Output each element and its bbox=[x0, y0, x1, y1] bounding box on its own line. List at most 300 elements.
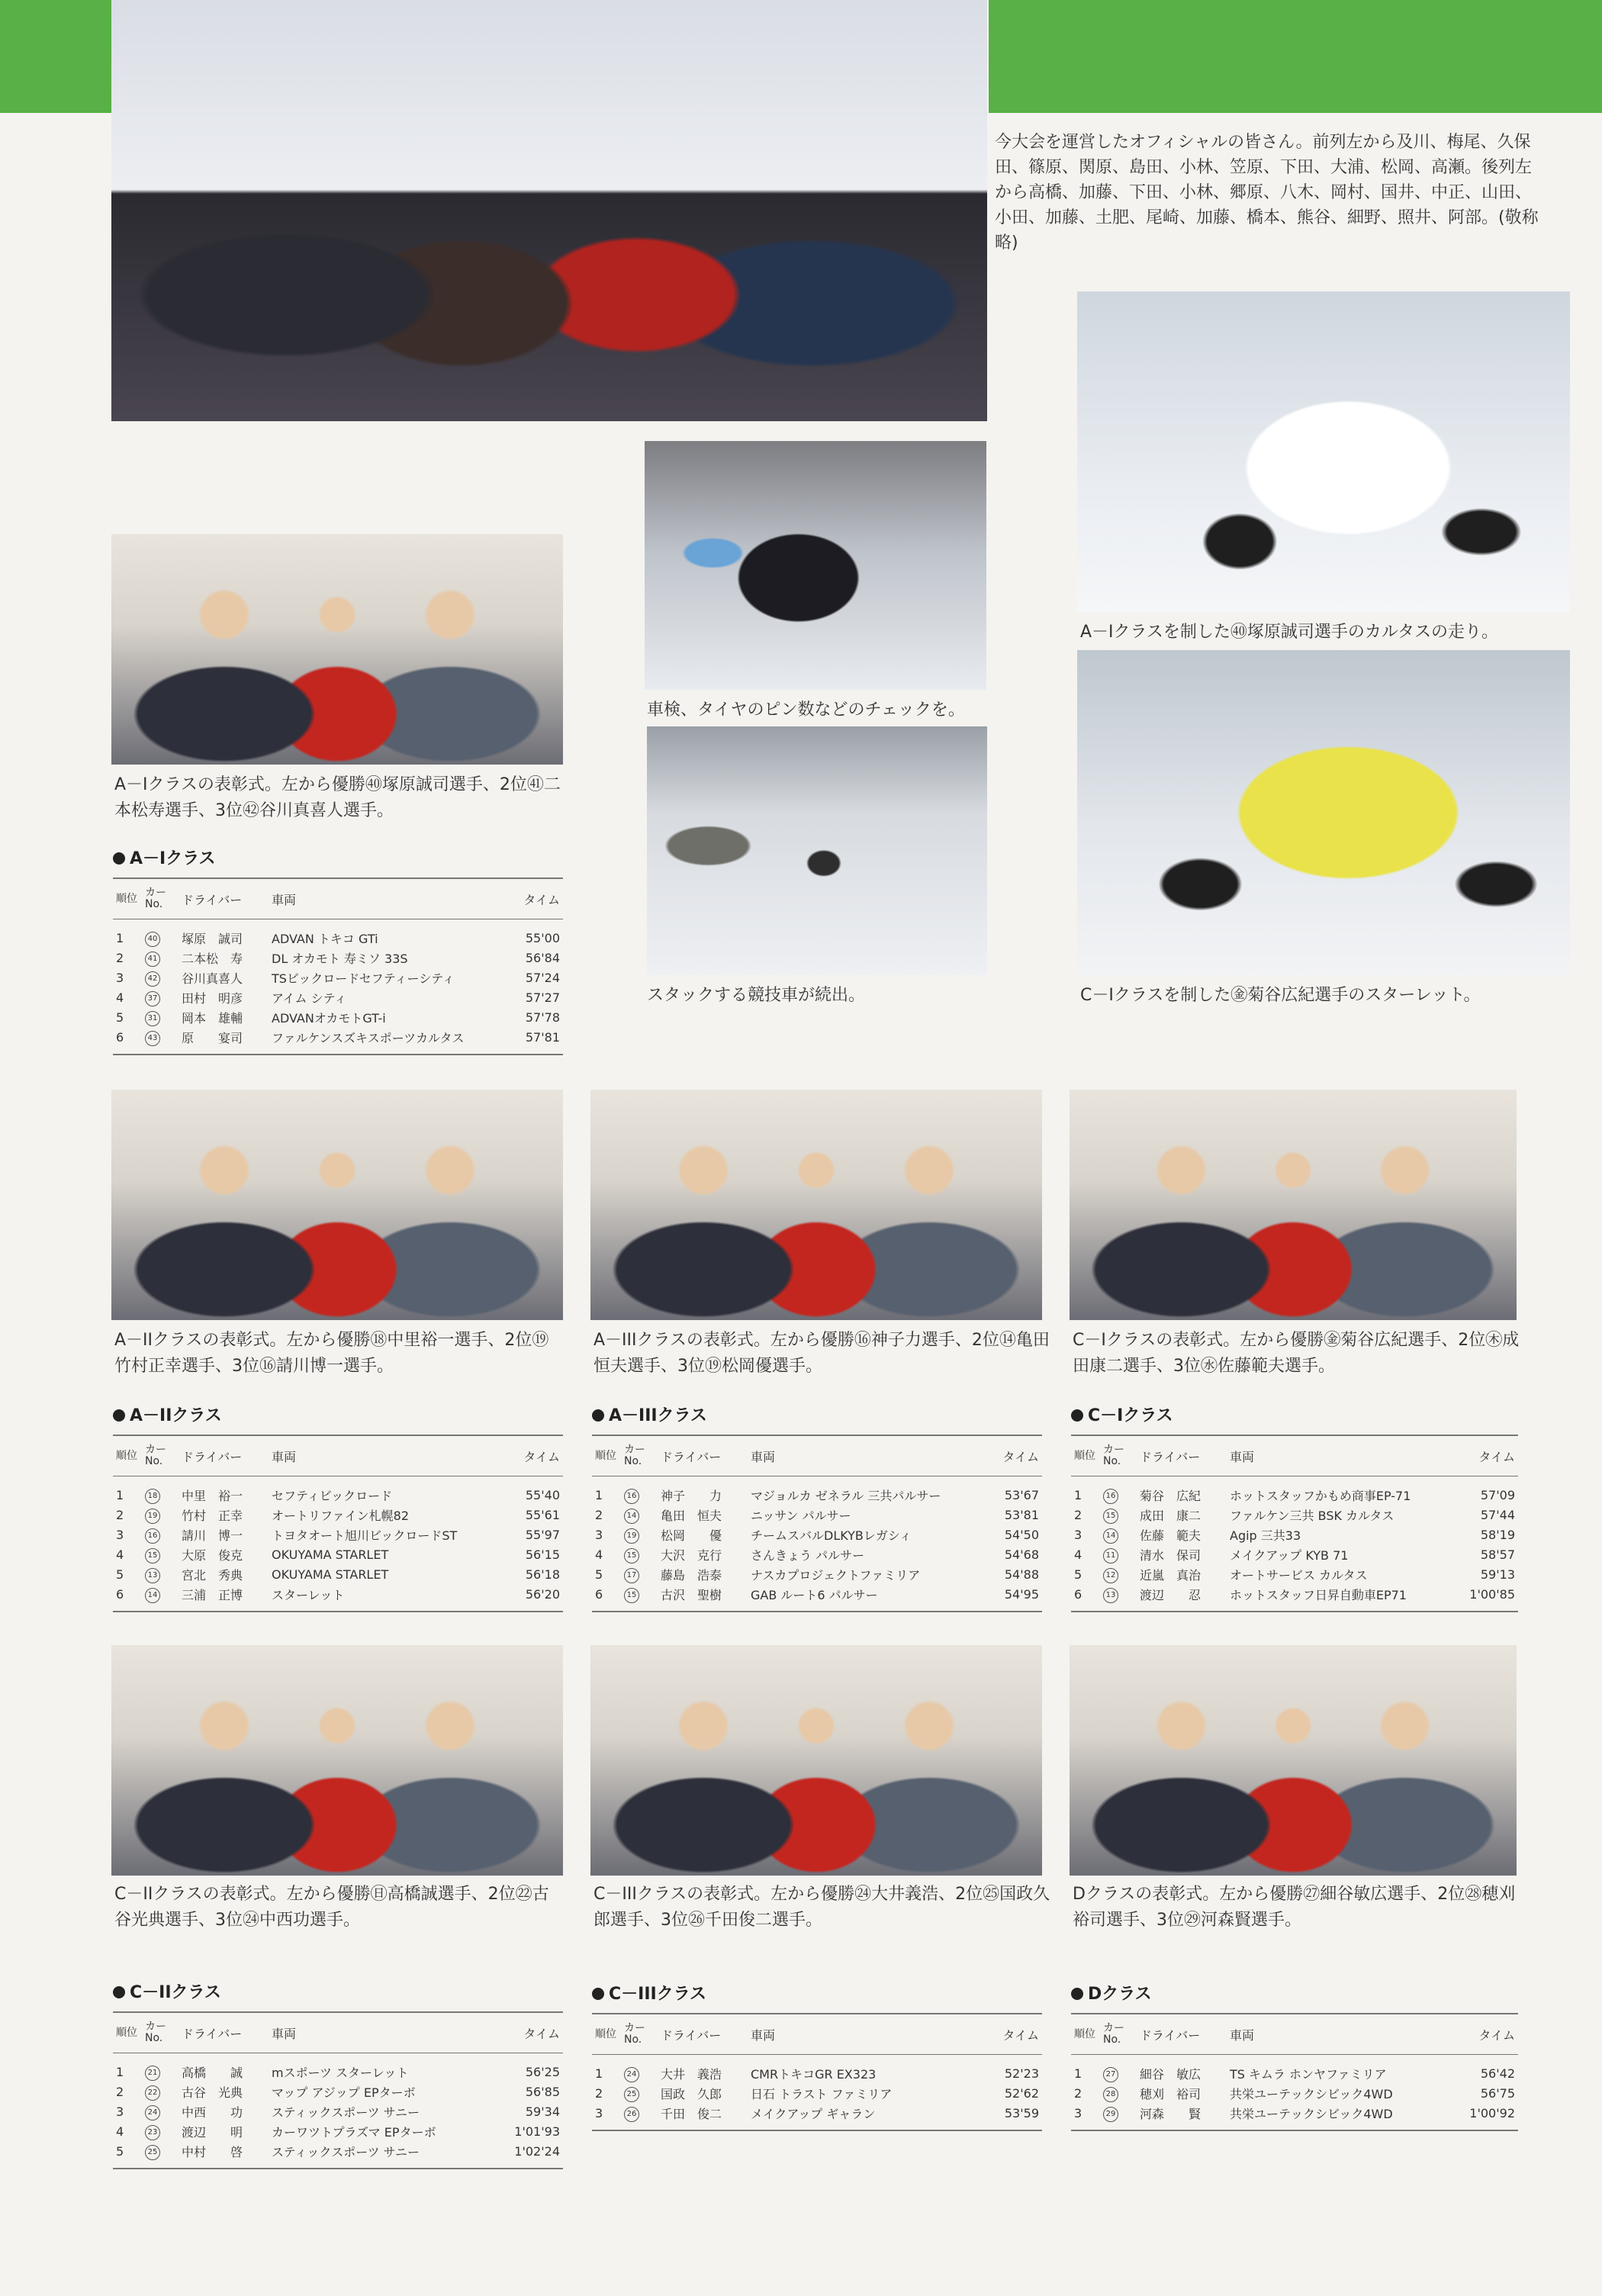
car-cell: オートリファイン札幌82 bbox=[272, 1508, 410, 1523]
bullet-icon bbox=[592, 1988, 604, 2000]
carno-cell: 19 bbox=[145, 1509, 160, 1524]
driver-cell: 谷川真喜人 bbox=[182, 971, 243, 986]
rank-cell: 2 bbox=[595, 2085, 603, 2101]
time-cell: 55'97 bbox=[525, 1527, 560, 1542]
driver-cell: 菊谷 広紀 bbox=[1140, 1488, 1202, 1503]
c1-results-table bbox=[1071, 1435, 1518, 1612]
rank-header: 順位 bbox=[113, 2012, 142, 2053]
car-cell: スティックスポーツ サニー bbox=[269, 2141, 503, 2169]
carno-column bbox=[621, 1584, 658, 1612]
carno-column bbox=[1100, 1476, 1137, 1505]
a3-class-title: A－IIIクラス bbox=[592, 1402, 707, 1426]
carno-column bbox=[142, 1584, 179, 1612]
bullet-icon bbox=[1071, 1409, 1083, 1422]
a2-ceremony-caption: A－IIクラスの表彰式。左から優勝⑱中里裕一選手、2位⑲竹村正幸選手、3位⑯請川博一選手。 bbox=[114, 1331, 549, 1376]
table-row bbox=[1071, 2083, 1518, 2103]
time-cell: 55'40 bbox=[525, 1487, 560, 1502]
time-cell: 54'68 bbox=[1004, 1547, 1039, 1562]
time-cell: 52'62 bbox=[1004, 2085, 1039, 2101]
a1-class-title: A－Iクラス bbox=[113, 845, 216, 869]
driver-cell: 二本松 寿 bbox=[182, 951, 243, 966]
carno-cell: 19 bbox=[624, 1528, 639, 1544]
time-cell: 52'23 bbox=[1004, 2066, 1039, 2081]
carno-cell: 25 bbox=[145, 2145, 160, 2160]
time-cell: 1'01'93 bbox=[514, 2124, 560, 2139]
carno-column bbox=[621, 1476, 658, 1505]
officials-photo bbox=[111, 0, 987, 421]
stuck-photo bbox=[647, 726, 987, 975]
carno-column bbox=[621, 2083, 658, 2103]
time-header: タイム bbox=[1459, 1435, 1518, 1476]
car-header: 車両 bbox=[1227, 1435, 1459, 1476]
driver-cell: 大沢 克行 bbox=[661, 1547, 722, 1563]
car-cell: ホットスタッフかもめ商事EP-71 bbox=[1230, 1488, 1411, 1503]
table-row bbox=[1071, 2103, 1518, 2130]
rank-cell: 2 bbox=[1074, 2085, 1082, 2101]
d-ceremony-caption: Dクラスの表彰式。左から優勝㉗細谷敏広選手、2位㉘穂刈裕司選手、3位㉙河森賢選手。 bbox=[1073, 1885, 1516, 1930]
driver-cell: 藤島 浩泰 bbox=[661, 1567, 722, 1583]
c3-ceremony-photo bbox=[590, 1645, 1042, 1876]
table-row bbox=[592, 2103, 1042, 2130]
carno-cell: 40 bbox=[145, 932, 160, 947]
rank-cell: 5 bbox=[116, 1010, 124, 1025]
time-cell: 58'57 bbox=[1480, 1547, 1515, 1562]
driver-cell: 中西 功 bbox=[182, 2104, 243, 2120]
time-cell: 1'00'92 bbox=[1459, 2103, 1518, 2130]
driver-cell: 松岡 優 bbox=[661, 1528, 722, 1543]
table-row bbox=[592, 1505, 1042, 1525]
rank-cell: 6 bbox=[113, 1584, 142, 1612]
time-cell: 55'00 bbox=[525, 930, 560, 945]
table-row bbox=[1071, 1525, 1518, 1544]
time-cell: 53'81 bbox=[1004, 1507, 1039, 1522]
driver-cell: 渡辺 明 bbox=[182, 2124, 243, 2140]
carno-cell: 16 bbox=[1103, 1489, 1118, 1504]
time-cell: 57'27 bbox=[525, 990, 560, 1005]
car-cell: スターレット bbox=[269, 1584, 503, 1612]
a1-results-table bbox=[113, 878, 563, 1055]
carno-column bbox=[1100, 2103, 1137, 2130]
carno-column bbox=[1100, 1564, 1137, 1584]
rank-header: 順位 bbox=[113, 1435, 142, 1476]
green-band-right bbox=[989, 0, 1602, 113]
table-row bbox=[113, 1007, 563, 1027]
driver-header: ドライバー bbox=[1137, 2014, 1227, 2055]
a3-results-table bbox=[592, 1435, 1042, 1612]
carno-cell: 16 bbox=[145, 1528, 160, 1544]
table-row bbox=[1071, 1564, 1518, 1584]
rank-header: 順位 bbox=[592, 2014, 621, 2055]
car-cell: ナスカプロジェクトファミリア bbox=[751, 1567, 921, 1583]
carno-cell: 22 bbox=[145, 2085, 160, 2101]
rank-cell: 1 bbox=[1074, 2066, 1082, 2081]
table-row bbox=[113, 948, 563, 968]
time-header: タイム bbox=[983, 2014, 1042, 2055]
car-cell: トヨタオート旭川ビックロードST bbox=[272, 1528, 458, 1543]
check-photo bbox=[645, 441, 986, 690]
rank-cell: 3 bbox=[1071, 2103, 1100, 2130]
c3-results-table bbox=[592, 2013, 1042, 2131]
time-cell: 56'15 bbox=[525, 1547, 560, 1562]
starlet-photo bbox=[1077, 650, 1570, 975]
driver-cell: 田村 明彦 bbox=[182, 990, 243, 1006]
time-header: タイム bbox=[503, 878, 563, 919]
carno-column bbox=[1100, 1525, 1137, 1544]
carno-cell: 15 bbox=[145, 1548, 160, 1563]
car-cell: OKUYAMA STARLET bbox=[272, 1547, 389, 1562]
table-row bbox=[113, 987, 563, 1007]
time-cell: 53'59 bbox=[983, 2103, 1042, 2130]
rank-cell: 1 bbox=[116, 2064, 124, 2079]
car-cell: メイクアップ ギャラン bbox=[748, 2103, 983, 2130]
carno-column bbox=[1100, 2083, 1137, 2103]
car-cell: メイクアップ KYB 71 bbox=[1230, 1547, 1349, 1563]
car-cell: セフティビックロード bbox=[272, 1488, 393, 1503]
c2-class-title: C－IIクラス bbox=[113, 1979, 221, 2003]
bullet-icon bbox=[113, 1986, 125, 1998]
carno-header: カーNo. bbox=[142, 2012, 179, 2053]
rank-cell: 4 bbox=[1074, 1547, 1082, 1562]
driver-cell: 請川 博一 bbox=[182, 1528, 243, 1543]
carno-cell: 29 bbox=[1103, 2107, 1118, 2122]
car-header: 車両 bbox=[748, 2014, 983, 2055]
carno-column bbox=[1100, 1584, 1137, 1612]
car-header: 車両 bbox=[269, 2012, 503, 2053]
table-row bbox=[113, 1564, 563, 1584]
d-results-table bbox=[1071, 2013, 1518, 2131]
driver-cell: 河森 賢 bbox=[1137, 2103, 1227, 2130]
table-row bbox=[113, 1505, 563, 1525]
car-cell: ADVANオカモトGT-i bbox=[272, 1010, 386, 1026]
driver-header: ドライバー bbox=[179, 1435, 269, 1476]
rank-cell: 6 bbox=[1071, 1584, 1100, 1612]
carno-cell: 13 bbox=[145, 1568, 160, 1583]
carno-cell: 18 bbox=[145, 1489, 160, 1504]
table-row bbox=[113, 919, 563, 948]
table-row bbox=[113, 1027, 563, 1055]
bullet-icon bbox=[1071, 1988, 1083, 2000]
rank-cell: 6 bbox=[113, 1027, 142, 1055]
c1-ceremony-photo bbox=[1070, 1090, 1517, 1320]
driver-cell: 清水 保司 bbox=[1140, 1547, 1202, 1563]
c1-class-title: C－Iクラス bbox=[1071, 1402, 1173, 1426]
car-cell: さんきょう パルサー bbox=[751, 1547, 865, 1563]
table-row bbox=[113, 2082, 563, 2101]
time-cell: 57'78 bbox=[525, 1010, 560, 1025]
time-cell: 56'42 bbox=[1480, 2066, 1515, 2081]
rank-cell: 3 bbox=[595, 1527, 603, 1542]
rank-header: 順位 bbox=[1071, 1435, 1100, 1476]
driver-cell: 国政 久郎 bbox=[661, 2086, 722, 2101]
check-caption: 車検、タイヤのピン数などのチェックを。 bbox=[647, 700, 965, 720]
carno-cell: 26 bbox=[624, 2107, 639, 2122]
table-row bbox=[592, 2083, 1042, 2103]
car-cell: マップ アジップ EPターボ bbox=[272, 2085, 416, 2100]
time-cell: 57'24 bbox=[525, 970, 560, 985]
carno-cell: 41 bbox=[145, 952, 160, 967]
time-cell: 53'67 bbox=[1004, 1487, 1039, 1502]
carno-cell: 25 bbox=[624, 2087, 639, 2102]
car-cell: CMRトキコGR EX323 bbox=[751, 2066, 877, 2082]
table-row bbox=[113, 1544, 563, 1564]
car-cell: 日石 トラスト ファミリア bbox=[751, 2086, 893, 2101]
carno-column bbox=[142, 1476, 179, 1505]
driver-cell: 中里 裕一 bbox=[182, 1488, 243, 1503]
car-header: 車両 bbox=[269, 1435, 503, 1476]
carno-cell: 24 bbox=[145, 2105, 160, 2120]
car-cell: 共栄ユーテックシビック4WD bbox=[1230, 2086, 1393, 2101]
table-row bbox=[592, 1584, 1042, 1612]
driver-header: ドライバー bbox=[658, 2014, 748, 2055]
carno-column bbox=[142, 1007, 179, 1027]
rank-header: 順位 bbox=[113, 878, 142, 919]
carno-column bbox=[142, 2101, 179, 2121]
table-row bbox=[1071, 1584, 1518, 1612]
car-cell: アイム シティ bbox=[272, 990, 347, 1006]
car-cell: TSビックロードセフティーシティ bbox=[272, 971, 455, 986]
car-cell: Agip 三共33 bbox=[1230, 1528, 1301, 1543]
driver-cell: 成田 康二 bbox=[1140, 1508, 1202, 1523]
time-cell: 56'85 bbox=[525, 2084, 560, 2099]
table-row bbox=[113, 1584, 563, 1612]
bullet-icon bbox=[113, 1409, 125, 1422]
a3-ceremony-photo bbox=[590, 1090, 1042, 1320]
driver-cell: 古谷 光典 bbox=[182, 2085, 243, 2100]
table-row bbox=[592, 2055, 1042, 2084]
table-row bbox=[592, 1476, 1042, 1505]
carno-column bbox=[142, 1564, 179, 1584]
time-cell: 57'09 bbox=[1480, 1487, 1515, 1502]
rank-cell: 1 bbox=[595, 2066, 603, 2081]
carno-column bbox=[142, 2121, 179, 2141]
carno-column bbox=[142, 2053, 179, 2082]
carno-column bbox=[142, 919, 179, 948]
driver-cell: 穂刈 裕司 bbox=[1140, 2086, 1202, 2101]
time-cell: 1'00'85 bbox=[1459, 1584, 1518, 1612]
time-cell: 56'25 bbox=[525, 2064, 560, 2079]
driver-cell: 宮北 秀典 bbox=[182, 1567, 243, 1583]
driver-cell: 千田 俊二 bbox=[658, 2103, 748, 2130]
rank-cell: 3 bbox=[116, 1527, 124, 1542]
car-cell: スティックスポーツ サニー bbox=[272, 2104, 420, 2120]
time-cell: 59'13 bbox=[1480, 1567, 1515, 1582]
time-cell: 54'50 bbox=[1004, 1527, 1039, 1542]
time-header: タイム bbox=[1459, 2014, 1518, 2055]
rank-cell: 6 bbox=[592, 1584, 621, 1612]
driver-header: ドライバー bbox=[1137, 1435, 1227, 1476]
carno-cell: 27 bbox=[1103, 2067, 1118, 2082]
carno-header: カーNo. bbox=[621, 2014, 658, 2055]
carno-cell: 14 bbox=[1103, 1528, 1118, 1544]
carno-column bbox=[621, 1564, 658, 1584]
carno-cell: 23 bbox=[145, 2125, 160, 2140]
table-row bbox=[113, 968, 563, 987]
carno-cell: 17 bbox=[624, 1568, 639, 1583]
car-cell: DL オカモト 寿ミソ 33S bbox=[272, 951, 408, 966]
time-cell: 54'88 bbox=[1004, 1567, 1039, 1582]
car-cell: OKUYAMA STARLET bbox=[272, 1567, 389, 1582]
car-cell: TS キムラ ホンヤファミリア bbox=[1230, 2066, 1387, 2082]
time-cell: 54'95 bbox=[983, 1584, 1042, 1612]
carno-cell: 37 bbox=[145, 991, 160, 1006]
car-cell: ニッサン パルサー bbox=[751, 1508, 851, 1523]
time-cell: 57'44 bbox=[1480, 1507, 1515, 1522]
car-cell: マジョルカ ゼネラル 三共パルサー bbox=[751, 1488, 941, 1503]
c2-ceremony-photo bbox=[111, 1645, 563, 1876]
time-cell: 55'61 bbox=[525, 1507, 560, 1522]
car-cell: GAB ルート6 パルサー bbox=[748, 1584, 983, 1612]
table-row bbox=[1071, 1476, 1518, 1505]
rank-cell: 5 bbox=[595, 1567, 603, 1582]
time-cell: 1'02'24 bbox=[503, 2141, 563, 2169]
carno-column bbox=[142, 968, 179, 987]
rank-header: 順位 bbox=[592, 1435, 621, 1476]
carno-header: カーNo. bbox=[142, 878, 179, 919]
car-cell: チームスバルDLKYBレガシィ bbox=[751, 1528, 912, 1543]
rank-cell: 4 bbox=[116, 1547, 124, 1562]
rank-cell: 5 bbox=[113, 2141, 142, 2169]
table-row bbox=[1071, 1505, 1518, 1525]
carno-column bbox=[142, 2082, 179, 2101]
carno-cell: 24 bbox=[624, 2067, 639, 2082]
carno-cell: 11 bbox=[1103, 1548, 1118, 1563]
rank-cell: 5 bbox=[1074, 1567, 1082, 1582]
time-header: タイム bbox=[983, 1435, 1042, 1476]
carno-cell: 12 bbox=[1103, 1568, 1118, 1583]
rank-cell: 1 bbox=[116, 930, 124, 945]
carno-cell: 31 bbox=[145, 1011, 160, 1026]
car-header: 車両 bbox=[269, 878, 503, 919]
carno-cell: 13 bbox=[1103, 1588, 1118, 1603]
driver-cell: 渡辺 忍 bbox=[1137, 1584, 1227, 1612]
time-cell: 56'18 bbox=[525, 1567, 560, 1582]
driver-cell: 三浦 正博 bbox=[179, 1584, 269, 1612]
driver-cell: 古沢 聖樹 bbox=[658, 1584, 748, 1612]
bullet-icon bbox=[592, 1409, 604, 1422]
carno-column bbox=[621, 1525, 658, 1544]
carno-cell: 15 bbox=[624, 1588, 639, 1603]
car-cell: ファルケン三共 BSK カルタス bbox=[1230, 1508, 1395, 1523]
table-row bbox=[592, 1544, 1042, 1564]
driver-cell: 細谷 敏広 bbox=[1140, 2066, 1202, 2082]
driver-header: ドライバー bbox=[179, 878, 269, 919]
c2-ceremony-caption: C－IIクラスの表彰式。左から優勝㊐高橋誠選手、2位㉒古谷光典選手、3位㉔中西功選手。 bbox=[114, 1885, 549, 1930]
a2-ceremony-photo bbox=[111, 1090, 563, 1320]
rank-cell: 3 bbox=[116, 970, 124, 985]
rank-cell: 3 bbox=[592, 2103, 621, 2130]
driver-header: ドライバー bbox=[658, 1435, 748, 1476]
carno-column bbox=[142, 948, 179, 968]
carno-column bbox=[142, 1027, 179, 1055]
carno-column bbox=[621, 1505, 658, 1525]
table-row bbox=[113, 2141, 563, 2169]
d-class-title: Dクラス bbox=[1071, 1981, 1152, 2005]
carno-column bbox=[621, 2055, 658, 2084]
rank-cell: 2 bbox=[116, 1507, 124, 1522]
c2-results-table bbox=[113, 2011, 563, 2169]
carno-column bbox=[142, 1544, 179, 1564]
time-cell: 58'19 bbox=[1480, 1527, 1515, 1542]
rank-cell: 3 bbox=[116, 2104, 124, 2119]
stuck-caption: スタックする競技車が続出。 bbox=[647, 986, 866, 1005]
table-row bbox=[113, 2053, 563, 2082]
carno-header: カーNo. bbox=[142, 1435, 179, 1476]
car-cell: オートサービス カルタス bbox=[1230, 1567, 1368, 1583]
carno-cell: 16 bbox=[624, 1489, 639, 1504]
carno-cell: 43 bbox=[145, 1031, 160, 1046]
rank-cell: 1 bbox=[116, 1487, 124, 1502]
table-row bbox=[592, 1564, 1042, 1584]
rank-cell: 2 bbox=[595, 1507, 603, 1522]
table-row bbox=[1071, 1544, 1518, 1564]
driver-cell: 高橋 誠 bbox=[182, 2065, 243, 2080]
carno-cell: 15 bbox=[1103, 1509, 1118, 1524]
time-cell: 56'84 bbox=[525, 950, 560, 965]
table-row bbox=[1071, 2055, 1518, 2084]
starlet-caption: C－Iクラスを制した㊎菊谷広紀選手のスターレット。 bbox=[1080, 986, 1481, 1005]
carno-column bbox=[1100, 1505, 1137, 1525]
car-cell: mスポーツ スターレット bbox=[272, 2065, 409, 2080]
car-cell: ホットスタッフ日昇自動車EP71 bbox=[1227, 1584, 1459, 1612]
rank-cell: 1 bbox=[595, 1487, 603, 1502]
carno-column bbox=[621, 1544, 658, 1564]
carno-column bbox=[142, 1505, 179, 1525]
carno-column bbox=[621, 2103, 658, 2130]
carno-header: カーNo. bbox=[621, 1435, 658, 1476]
table-row bbox=[113, 1525, 563, 1544]
time-cell: 57'81 bbox=[503, 1027, 563, 1055]
table-row bbox=[592, 1525, 1042, 1544]
rank-header: 順位 bbox=[1071, 2014, 1100, 2055]
carno-column bbox=[1100, 2055, 1137, 2084]
driver-cell: 岡本 雄輔 bbox=[182, 1010, 243, 1026]
carno-header: カーNo. bbox=[1100, 2014, 1137, 2055]
carno-header: カーNo. bbox=[1100, 1435, 1137, 1476]
c1-ceremony-caption: C－Iクラスの表彰式。左から優勝㊎菊谷広紀選手、2位㊍成田康二選手、3位㊌佐藤範夫選手。 bbox=[1073, 1331, 1520, 1376]
rank-cell: 4 bbox=[116, 2124, 124, 2139]
carno-column bbox=[1100, 1544, 1137, 1564]
rank-cell: 2 bbox=[1074, 1507, 1082, 1522]
carno-cell: 14 bbox=[145, 1588, 160, 1603]
rank-cell: 1 bbox=[1074, 1487, 1082, 1502]
a2-results-table bbox=[113, 1435, 563, 1612]
time-cell: 56'75 bbox=[1480, 2085, 1515, 2101]
rank-cell: 3 bbox=[1074, 1527, 1082, 1542]
a1-ceremony-caption: A－Iクラスの表彰式。左から優勝㊵塚原誠司選手、2位㊶二本松寿選手、3位㊷谷川真喜人選手。 bbox=[114, 775, 561, 820]
rank-cell: 4 bbox=[116, 990, 124, 1005]
driver-cell: 中村 啓 bbox=[179, 2141, 269, 2169]
driver-cell: 原 宴司 bbox=[179, 1027, 269, 1055]
carno-column bbox=[142, 2141, 179, 2169]
driver-cell: 佐藤 範夫 bbox=[1140, 1528, 1202, 1543]
car-header: 車両 bbox=[1227, 2014, 1459, 2055]
karutasu-caption: A－Iクラスを制した㊵塚原誠司選手のカルタスの走り。 bbox=[1080, 623, 1498, 642]
car-cell: カーワツトプラズマ EPターボ bbox=[272, 2124, 436, 2140]
driver-header: ドライバー bbox=[179, 2012, 269, 2053]
table-row bbox=[113, 1476, 563, 1505]
carno-cell: 42 bbox=[145, 971, 160, 987]
time-cell: 59'34 bbox=[525, 2104, 560, 2119]
c3-class-title: C－IIIクラス bbox=[592, 1981, 706, 2005]
rank-cell: 4 bbox=[595, 1547, 603, 1562]
driver-cell: 近嵐 真治 bbox=[1140, 1567, 1202, 1583]
driver-cell: 竹村 正幸 bbox=[182, 1508, 243, 1523]
car-cell: 共栄ユーテックシビック4WD bbox=[1227, 2103, 1459, 2130]
time-header: タイム bbox=[503, 1435, 563, 1476]
carno-column bbox=[142, 1525, 179, 1544]
rank-cell: 2 bbox=[116, 950, 124, 965]
carno-cell: 28 bbox=[1103, 2087, 1118, 2102]
